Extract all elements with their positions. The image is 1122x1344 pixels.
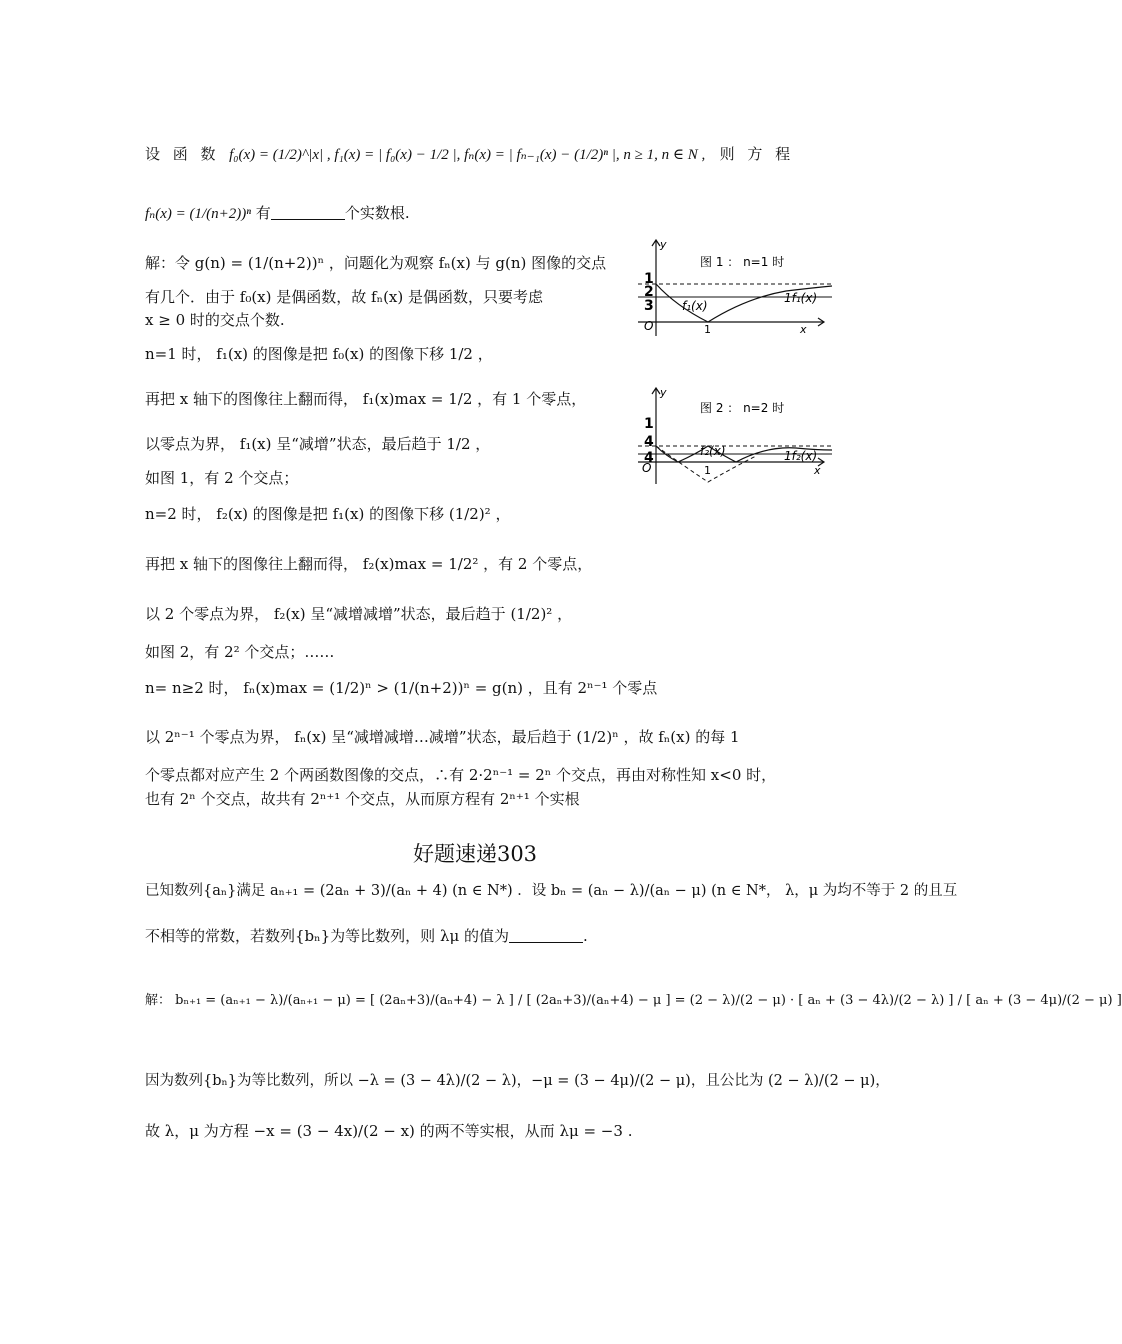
fig2-curve-label-left: f₂(x): [700, 444, 726, 458]
fig2-x-label: x: [814, 464, 821, 477]
problem2-line2: [145, 925, 588, 947]
problem1-suffix: 则 方 程: [719, 145, 795, 163]
solution1-line: 以零点为界， f₁(x) 呈“减增”状态，最后趋于 1/2 ，: [145, 435, 491, 453]
answer-blank-2[interactable]: [509, 928, 583, 943]
fig2-caption: 图 2 ： n=2 时: [700, 401, 785, 415]
fig2-ytick-b: 4: [644, 450, 654, 466]
solution1-line: n=1 时， f₁(x) 的图像是把 f₀(x) 的图像下移 1/2 ，: [145, 345, 493, 363]
solution1-line: 也有 2ⁿ 个交点，故共有 2ⁿ⁺¹ 个交点，从而原方程有 2ⁿ⁺¹ 个实根: [145, 790, 580, 808]
problem1-formula: f₀(x) = (1/2)^|x| , f₁(x) = | f₀(x) − 1/2 |, fₙ(x) = | fₙ₋₁(x) − (1/2)ⁿ |, n ≥ 1, n ∈ N ,: [229, 147, 706, 163]
solution1-line: 个零点都对应产生 2 个两函数图像的交点，∴有 2·2ⁿ⁻¹ = 2ⁿ 个交点，再由对称性知 x<0 时，: [145, 766, 777, 784]
problem2-line2-end: .: [582, 927, 588, 945]
fig1-curve-label-right: 1f₁(x): [784, 291, 818, 305]
fig1-ytick-top: 1: [644, 271, 654, 287]
solution2-line3: 故 λ，μ 为方程 −x = (3 − 4x)/(2 − x) 的两不等实根，从而 λμ = −3 .: [145, 1122, 633, 1140]
fig1-xtick: 1: [704, 323, 711, 336]
problem2-line2-text: 不相等的常数，若数列{bₙ}为等比数列，则 λμ 的值为: [145, 927, 509, 945]
solution1-line: 解：令 g(n) = (1/(n+2))ⁿ ，问题化为观察 fₙ(x) 与 g(n) 图像的交点: [145, 254, 607, 272]
problem1-prefix: 设 函 数: [145, 145, 220, 163]
solution2-line1: 解： bₙ₊₁ = (aₙ₊₁ − λ)/(aₙ₊₁ − μ) = [ (2aₙ+3)/(aₙ+4) − λ ] / [ (2aₙ+3)/(aₙ+4) − μ ] = (2 − λ)/(2 − μ) · [ aₙ + (3 − 4λ)/(2 − λ) ] / [ aₙ + (3 − 4μ)/(2 − μ) ]: [145, 993, 1122, 1008]
fig1-caption: 图 1 ： n=1 时: [700, 255, 785, 269]
solution1-line: n= n≥2 时， fₙ(x)max = (1/2)ⁿ > (1/(n+2))ⁿ = g(n) ，且有 2ⁿ⁻¹ 个零点: [145, 679, 658, 697]
solution2-line2: 因为数列{bₙ}为等比数列，所以 −λ = (3 − 4λ)/(2 − λ)，−μ = (3 − 4μ)/(2 − μ)，且公比为 (2 − λ)/(2 − μ)，: [145, 1073, 890, 1089]
solution1-line: 如图 2，有 2² 个交点；……: [145, 643, 335, 661]
fig2-origin: O: [642, 461, 652, 475]
problem1-line2: [145, 202, 410, 225]
answer-blank-1[interactable]: [271, 205, 345, 220]
problem1-equation: fₙ(x) = (1/(n+2))ⁿ: [145, 206, 252, 222]
solution1-line: n=2 时， f₂(x) 的图像是把 f₁(x) 的图像下移 (1/2)² ，: [145, 505, 511, 523]
fig2-ytick-top: 1: [644, 416, 654, 432]
fig1-origin: O: [644, 319, 654, 333]
problem2-line1: 已知数列{aₙ}满足 aₙ₊₁ = (2aₙ + 3)/(aₙ + 4) (n ∈ N*) ．设 bₙ = (aₙ − λ)/(aₙ − μ) (n ∈ N*， λ，μ 为均不等于 2 的且互: [145, 883, 958, 899]
fig1-y-label: y: [660, 238, 667, 251]
solution1-line: 以 2 个零点为界， f₂(x) 呈“减增减增”状态，最后趋于 (1/2)² ，: [145, 605, 573, 623]
fig1-ytick-a: 2: [644, 284, 654, 300]
fig1-x-label: x: [800, 323, 807, 336]
solution1-line: 有几个．由于 f₀(x) 是偶函数，故 fₙ(x) 是偶函数，只要考虑: [145, 288, 544, 306]
problem1-you: 有: [255, 204, 271, 222]
fig1-ytick-b: 3: [644, 298, 654, 314]
solution1-line: 如图 1，有 2 个交点；: [145, 469, 299, 487]
problem1-line1: [145, 143, 794, 166]
figure-2: [636, 384, 836, 488]
fig2-curve-label-right: 1f₂(x): [784, 449, 818, 463]
problem1-suffix2: 个实数根.: [344, 204, 410, 222]
solution1-line: 再把 x 轴下的图像往上翻而得， f₁(x)max = 1/2 ，有 1 个零点，: [145, 390, 587, 408]
fig2-xtick: 1: [704, 464, 711, 477]
section-title: 好题速递303: [412, 842, 538, 866]
fig1-curve-label-left: f₁(x): [682, 299, 708, 313]
solution1-line: x ≥ 0 时的交点个数.: [145, 311, 285, 329]
fig2-ytick-a: 4: [644, 434, 654, 450]
solution1-line: 以 2ⁿ⁻¹ 个零点为界， fₙ(x) 呈“减增减增…减增”状态，最后趋于 (1/2)ⁿ ，故 fₙ(x) 的每 1: [145, 728, 740, 746]
figure-1: [636, 236, 836, 340]
fig2-y-label: y: [660, 386, 667, 399]
solution1-line: 再把 x 轴下的图像往上翻而得， f₂(x)max = 1/2² ，有 2 个零点，: [145, 555, 593, 573]
